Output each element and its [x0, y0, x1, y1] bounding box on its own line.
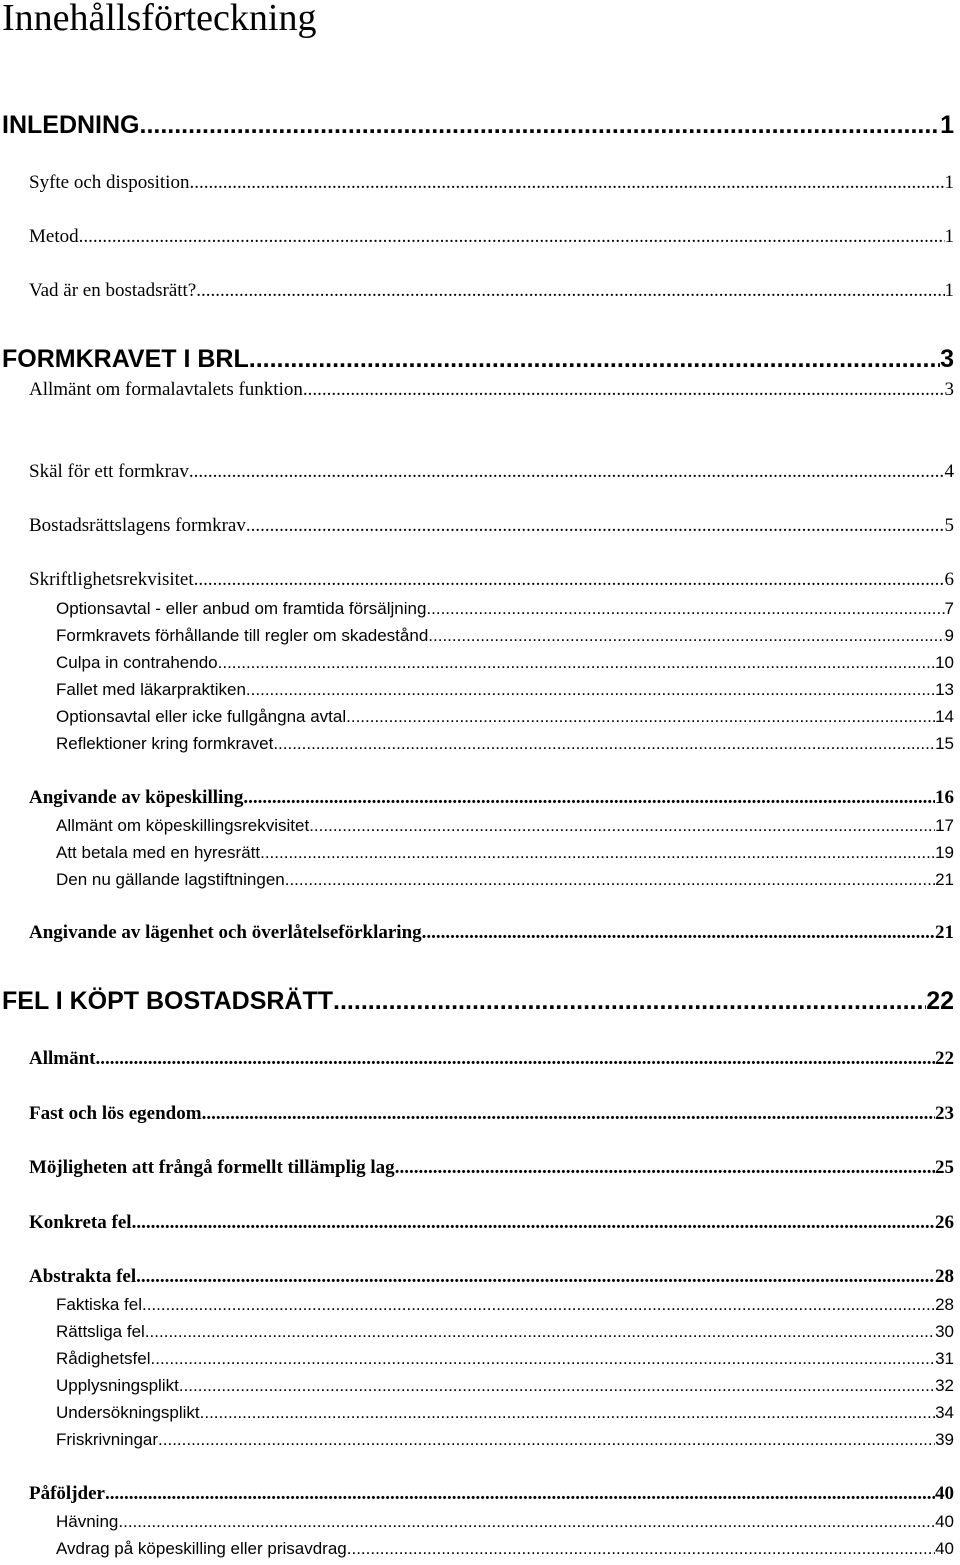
toc-entry[interactable]: [56, 1295, 954, 1315]
toc-entry-label: Abstrakta fel: [29, 1266, 137, 1287]
toc-entry[interactable]: [29, 172, 954, 194]
dot-leader: [249, 345, 940, 373]
toc-entry-label: Faktiska fel: [56, 1295, 142, 1314]
toc-entry-page: 40: [935, 1539, 954, 1558]
toc-entry[interactable]: [2, 111, 954, 139]
toc-entry-page: 1: [944, 172, 954, 193]
dot-leader: [346, 707, 935, 727]
toc-entry-page: 30: [935, 1322, 954, 1341]
toc-entry[interactable]: [2, 987, 954, 1015]
toc-entry-label: Fallet med läkarpraktiken: [56, 680, 246, 699]
toc-entry-page: 19: [935, 843, 954, 862]
toc-entry-page: 1: [940, 111, 954, 139]
toc-entry-page: 3: [940, 345, 954, 373]
toc-entry-page: 22: [926, 987, 954, 1015]
toc-entry-label: Optionsavtal - eller anbud om framtida försäljning: [56, 599, 427, 618]
dot-leader: [194, 569, 945, 591]
toc-entry[interactable]: [56, 1349, 954, 1369]
dot-leader: [140, 111, 941, 139]
dot-leader: [179, 1376, 935, 1396]
toc-entry[interactable]: [29, 1157, 954, 1179]
dot-leader: [79, 226, 945, 248]
toc-entry-label: Angivande av köpeskilling: [29, 787, 244, 808]
toc-entry-label: INLEDNING: [2, 111, 140, 139]
toc-entry[interactable]: [56, 870, 954, 890]
toc-entry[interactable]: [2, 345, 954, 373]
toc-entry-label: Syfte och disposition: [29, 172, 190, 193]
toc-entry-label: Friskrivningar: [56, 1430, 159, 1449]
toc-entry[interactable]: [29, 922, 954, 944]
dot-leader: [136, 1266, 935, 1288]
toc-entry-page: 3: [944, 379, 954, 400]
toc-entry-page: 7: [944, 599, 954, 618]
toc-entry[interactable]: [56, 653, 954, 673]
toc-entry-label: Optionsavtal eller icke fullgångna avtal: [56, 707, 347, 726]
toc-entry[interactable]: [29, 787, 954, 809]
toc-entry[interactable]: [56, 626, 954, 646]
toc-entry-label: Reflektioner kring formkravet: [56, 734, 274, 753]
toc-entry-label: Rådighetsfel: [56, 1349, 151, 1368]
toc-entry-label: Den nu gällande lagstiftningen: [56, 870, 285, 889]
toc-entry[interactable]: [29, 1266, 954, 1288]
toc-entry-label: Angivande av lägenhet och överlåtelseförklaring: [29, 922, 422, 943]
toc-entry[interactable]: [56, 843, 954, 863]
dot-leader: [260, 843, 935, 863]
dot-leader: [303, 379, 945, 401]
toc-entry-page: 40: [935, 1512, 954, 1531]
dot-leader: [200, 1403, 935, 1423]
toc-entry[interactable]: [29, 1103, 954, 1125]
toc-entry[interactable]: [29, 569, 954, 591]
toc-entry-label: Metod: [29, 226, 79, 247]
toc-entry-page: 23: [935, 1103, 954, 1124]
toc-entry-label: Fast och lös egendom: [29, 1103, 202, 1124]
dot-leader: [333, 987, 926, 1015]
toc-entry[interactable]: [29, 280, 954, 302]
toc-entry-label: Påföljder: [29, 1483, 105, 1504]
toc-entry-page: 1: [944, 226, 954, 247]
toc-entry-page: 21: [935, 870, 954, 889]
toc-entry[interactable]: [56, 1322, 954, 1342]
dot-leader: [158, 1430, 935, 1450]
dot-leader: [189, 461, 945, 483]
dot-leader: [142, 1295, 935, 1315]
dot-leader: [151, 1349, 936, 1369]
toc-entry-page: 15: [935, 734, 954, 753]
toc-entry-page: 40: [935, 1483, 954, 1504]
toc-entry-label: FORMKRAVET I BRL: [2, 345, 249, 373]
toc-entry[interactable]: [56, 1376, 954, 1396]
dot-leader: [96, 1048, 936, 1070]
toc-entry[interactable]: [56, 816, 954, 836]
toc-entry-page: 28: [935, 1266, 954, 1287]
dot-leader: [218, 653, 935, 673]
dot-leader: [395, 1157, 935, 1179]
dot-leader: [145, 1322, 935, 1342]
toc-entry-page: 21: [935, 922, 954, 943]
toc-entry-page: 28: [935, 1295, 954, 1314]
toc-entry-label: Konkreta fel: [29, 1212, 132, 1233]
toc-entry-page: 1: [944, 280, 954, 301]
toc-entry-page: 14: [935, 707, 954, 726]
dot-leader: [309, 816, 935, 836]
toc-entry[interactable]: [29, 1483, 954, 1505]
toc-entry[interactable]: [56, 1539, 954, 1559]
toc-entry-page: 17: [935, 816, 954, 835]
toc-entry-label: Allmänt om formalavtalets funktion: [29, 379, 303, 400]
toc-entry-page: 13: [935, 680, 954, 699]
toc-entry[interactable]: [56, 1403, 954, 1423]
toc-entry-label: Formkravets förhållande till regler om skadestånd: [56, 626, 429, 645]
toc-entry-page: 9: [944, 626, 954, 645]
toc-entry-label: Avdrag på köpeskilling eller prisavdrag: [56, 1539, 347, 1558]
toc-entry-page: 16: [935, 787, 954, 808]
toc-entry[interactable]: [56, 599, 954, 619]
toc-entry[interactable]: [56, 707, 954, 727]
dot-leader: [246, 515, 945, 537]
toc-entry-page: 6: [944, 569, 954, 590]
toc-entry-label: Undersökningsplikt: [56, 1403, 200, 1422]
dot-leader: [202, 1103, 935, 1125]
toc-entry-label: Skäl för ett formkrav: [29, 461, 189, 482]
toc-entry[interactable]: [56, 1512, 954, 1532]
toc-entry-page: 39: [935, 1430, 954, 1449]
toc-entry-label: Allmänt om köpeskillingsrekvisitet: [56, 816, 310, 835]
toc-entry-label: Rättsliga fel: [56, 1322, 145, 1341]
dot-leader: [118, 1512, 935, 1532]
toc-entry-label: Att betala med en hyresrätt: [56, 843, 261, 862]
dot-leader: [105, 1483, 935, 1505]
page-title: Innehållsförteckning: [2, 0, 317, 39]
dot-leader: [246, 680, 935, 700]
toc-entry-label: Bostadsrättslagens formkrav: [29, 515, 246, 536]
toc-entry-page: 5: [944, 515, 954, 536]
toc-entry-page: 34: [935, 1403, 954, 1422]
toc-entry-label: FEL I KÖPT BOSTADSRÄTT: [2, 987, 334, 1015]
toc-entry-page: 22: [935, 1048, 954, 1069]
dot-leader: [422, 922, 935, 944]
toc-entry[interactable]: [29, 515, 954, 537]
dot-leader: [426, 599, 944, 619]
toc-entry[interactable]: [29, 1212, 954, 1234]
dot-leader: [196, 280, 944, 302]
toc-entry-label: Upplysningsplikt: [56, 1376, 179, 1395]
toc-entry-page: 10: [935, 653, 954, 672]
toc-entry[interactable]: [29, 226, 954, 248]
toc-entry[interactable]: [29, 461, 954, 483]
toc-entry-page: 32: [935, 1376, 954, 1395]
toc-entry[interactable]: [56, 734, 954, 754]
toc-entry[interactable]: [29, 1048, 954, 1070]
toc-entry[interactable]: [29, 379, 954, 401]
dot-leader: [285, 870, 935, 890]
toc-entry-label: Culpa in contrahendo: [56, 653, 218, 672]
toc-entry-label: Vad är en bostadsrätt?: [29, 280, 197, 301]
dot-leader: [132, 1212, 935, 1234]
dot-leader: [428, 626, 944, 646]
toc-entry-page: 4: [944, 461, 954, 482]
toc-entry-label: Skriftlighetsrekvisitet: [29, 569, 194, 590]
dot-leader: [347, 1539, 935, 1559]
toc-entry-page: 25: [935, 1157, 954, 1178]
dot-leader: [189, 172, 944, 194]
dot-leader: [243, 787, 935, 809]
toc-entry[interactable]: [56, 680, 954, 700]
toc-entry[interactable]: [56, 1430, 954, 1450]
toc-entry-page: 26: [935, 1212, 954, 1233]
toc-entry-page: 31: [935, 1349, 954, 1368]
toc-entry-label: Möjligheten att frångå formellt tillämplig lag: [29, 1157, 395, 1178]
toc-entry-label: Allmänt: [29, 1048, 96, 1069]
dot-leader: [273, 734, 935, 754]
toc-entry-label: Hävning: [56, 1512, 119, 1531]
